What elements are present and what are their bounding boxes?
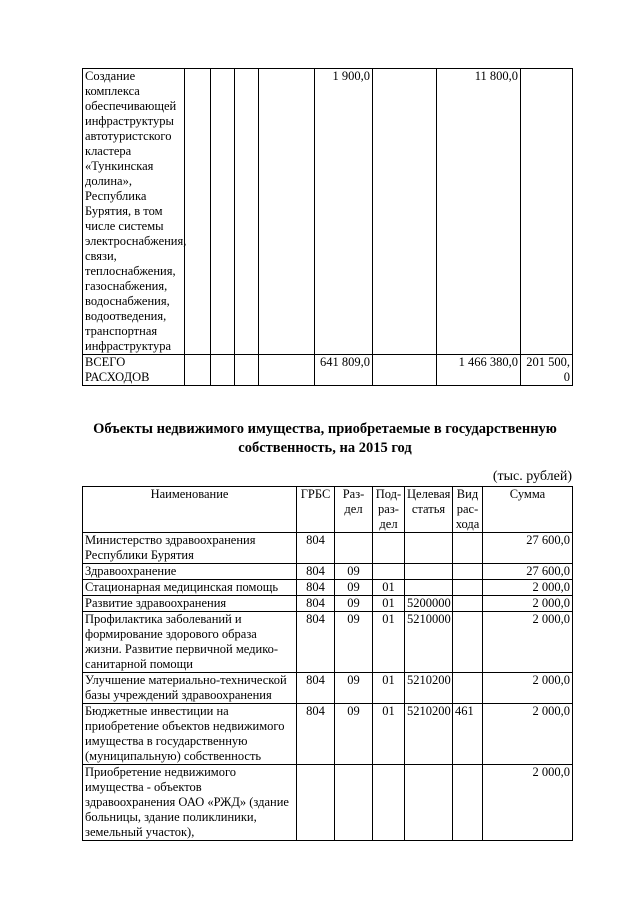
table-row: Улучшение материально-технической базы учреждений здравоохранения 804 09 01 5210200 2 000,0 xyxy=(83,673,573,704)
col-header-summa: Сумма xyxy=(483,487,573,533)
property-acquisition-table xyxy=(82,486,573,841)
table-row: Министерство здравоохранения Республики Бурятия 804 27 600,0 xyxy=(83,533,573,564)
row-value-2: 1 466 380,0 xyxy=(437,355,521,386)
table-row: Приобретение недвижимого имущества - объектов здравоохранения ОАО «РЖД» (здание больницы, здание поликлиники, земельный участок), 2 000,0 xyxy=(83,765,573,841)
table-row: Здравоохранение 804 09 27 600,0 xyxy=(83,564,573,580)
col-header-razdel: Раз-дел xyxy=(335,487,373,533)
row-value-1: 641 809,0 xyxy=(315,355,373,386)
col-header-name: Наименование xyxy=(83,487,297,533)
row-name: ВСЕГО РАСХОДОВ xyxy=(83,355,185,386)
table-header-row xyxy=(83,487,573,533)
section-heading: Объекты недвижимого имущества, приобретаемые в государственную собственность, на 2015 год xyxy=(93,421,557,456)
table-row: Развитие здравоохранения 804 09 01 5200000 2 000,0 xyxy=(83,596,573,612)
units-label: (тыс. рублей) xyxy=(492,469,572,484)
col-header-statya: Целевая статья xyxy=(405,487,453,533)
col-header-grbs: ГРБС xyxy=(297,487,335,533)
col-header-vid: Вид рас-хода xyxy=(453,487,483,533)
table-row: Стационарная медицинская помощь 804 09 01 2 000,0 xyxy=(83,580,573,596)
table-row xyxy=(83,355,573,386)
budget-continuation-table xyxy=(82,68,573,386)
row-value-2: 11 800,0 xyxy=(437,69,521,355)
col-header-podrazdel: Под-раз-дел xyxy=(373,487,405,533)
table-row: Бюджетные инвестиции на приобретение объектов недвижимого имущества в государственную (муниципальную) собственность 804 09 01 5210200 461 2 000,0 xyxy=(83,704,573,765)
row-value-3 xyxy=(521,69,573,355)
table-row xyxy=(83,69,573,355)
row-name: Создание комплекса обеспечивающей инфраструктуры автотуристского кластера «Тункинская долина», Республика Бурятия, в том числе системы электроснабжения, связи, теплоснабжения, газоснабжения, водоснабжения, водоотведения, транспортная инфраструктура xyxy=(83,69,185,355)
row-value-1: 1 900,0 xyxy=(315,69,373,355)
row-value-3: 201 500,0 xyxy=(521,355,573,386)
table-row: Профилактика заболеваний и формирование здорового образа жизни. Развитие первичной медико-санитарной помощи 804 09 01 5210000 2 000,0 xyxy=(83,612,573,673)
